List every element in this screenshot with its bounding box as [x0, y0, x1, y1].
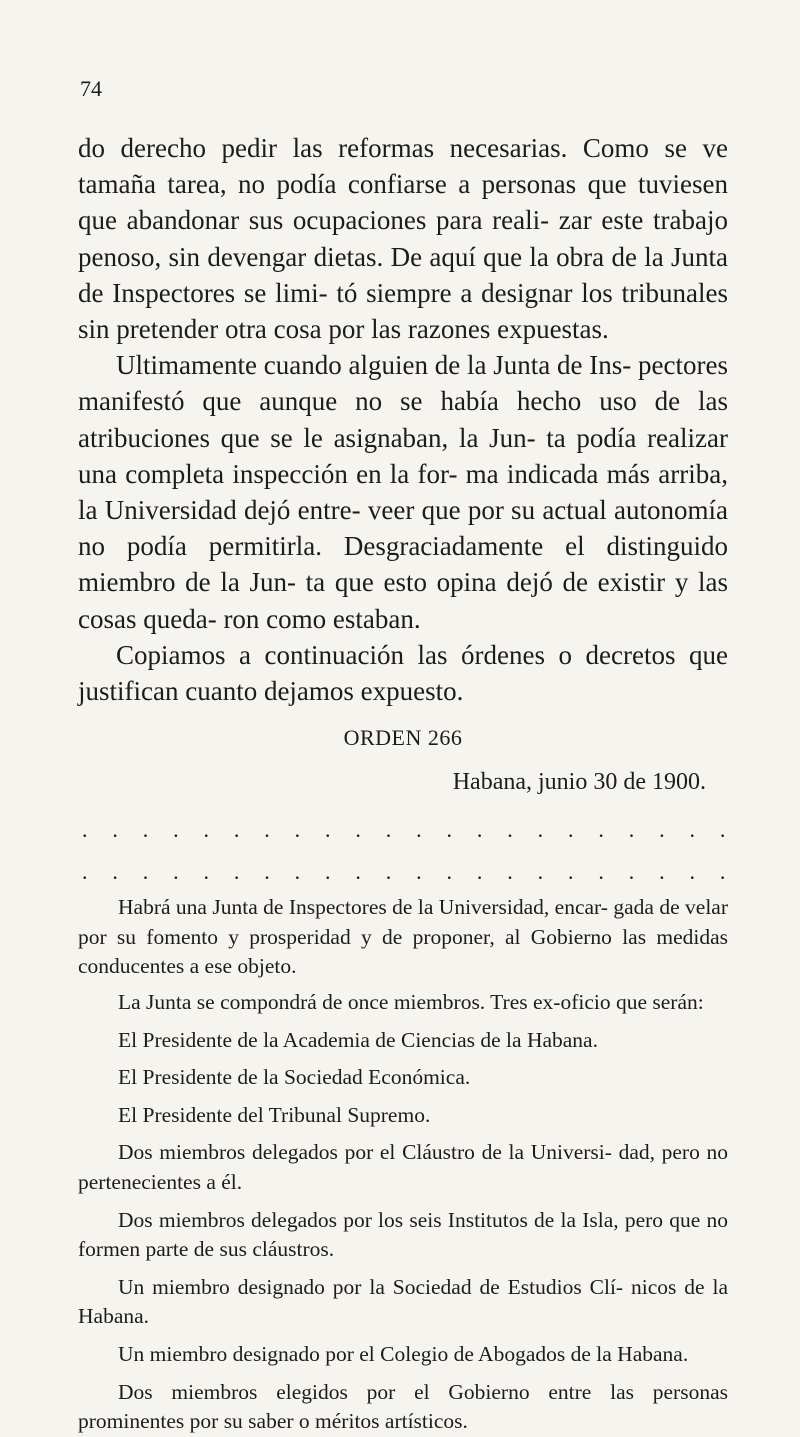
- dot: .: [537, 859, 544, 885]
- dot: .: [173, 817, 179, 843]
- dot: .: [385, 817, 392, 843]
- member-list-item: Un miembro designado por el Colegio de Abogados de la Habana.: [118, 1341, 689, 1366]
- dot: .: [689, 859, 695, 885]
- dot: .: [598, 817, 604, 843]
- dot: .: [689, 817, 695, 843]
- dot: .: [355, 859, 361, 885]
- member-list-item: El Presidente del Tribunal Supremo.: [118, 1102, 431, 1127]
- dot: .: [294, 817, 301, 843]
- dot: .: [142, 817, 149, 843]
- dot: .: [476, 859, 483, 885]
- paragraph-copy-orders: Copiamos a continuación las órdenes o decretos que justifican cuanto dejamos expuesto.: [78, 639, 728, 707]
- dot: .: [659, 859, 665, 885]
- dot: .: [507, 859, 513, 885]
- order-date: Habana, junio 30 de 1900.: [452, 769, 706, 796]
- order-heading: ORDEN 266: [343, 725, 463, 751]
- dot: .: [173, 859, 179, 885]
- dot: .: [719, 817, 726, 843]
- dot: .: [82, 859, 88, 885]
- member-list-item: El Presidente de la Sociedad Económica.: [118, 1065, 471, 1090]
- page-number: 74: [80, 76, 102, 101]
- dot: .: [355, 817, 361, 843]
- dot: .: [142, 859, 149, 885]
- page-body: [78, 130, 728, 1437]
- main-text: [78, 130, 728, 709]
- dot: .: [537, 817, 544, 843]
- paragraph-autonomy: Ultimamente cuando alguien de la Junta de Ins- pectores manifestó que aunque no se había hecho uso de las atribuciones que se le asignaban, la Jun- ta podía realizar una completa inspección en la for- ma indicada más arriba, la Universidad dejó entre- veer que por su actual autonomía no podía permitirla. Desgraciadamente el distinguido miembro de la Jun- ta que esto opina dejó de existir y las cosas queda- ron como estaban.: [78, 350, 728, 634]
- member-list-item: El Presidente de la Academia de Ciencias de la Habana.: [118, 1027, 598, 1052]
- member-list-item: Dos miembros delegados por los seis Institutos de la Isla, pero que no formen parte de sus cláustros.: [78, 1207, 728, 1262]
- dot: .: [628, 859, 635, 885]
- ellipsis-row: [78, 861, 728, 883]
- dot: .: [112, 817, 118, 843]
- dot: .: [568, 817, 574, 843]
- decree-text: [78, 893, 728, 1437]
- dot: .: [203, 859, 209, 885]
- dot: .: [233, 859, 240, 885]
- dot: .: [416, 817, 422, 843]
- dot: .: [233, 817, 240, 843]
- dot: .: [203, 817, 209, 843]
- dot: .: [568, 859, 574, 885]
- member-list-item: Dos miembros delegados por el Cláustro de la Universi- dad, pero no pertenecientes a él.: [78, 1140, 728, 1194]
- member-list-item: Un miembro designado por la Sociedad de Estudios Clí- nicos de la Habana.: [78, 1274, 728, 1329]
- dot: .: [628, 817, 635, 843]
- dot: .: [264, 817, 270, 843]
- dot: .: [719, 859, 726, 885]
- member-list-item: Dos miembros elegidos por el Gobierno entre las personas prominentes por su saber o méritos artísticos.: [78, 1379, 728, 1434]
- dot: .: [659, 817, 665, 843]
- dot: .: [325, 859, 331, 885]
- dot: .: [82, 817, 88, 843]
- dot: .: [507, 817, 513, 843]
- dot: .: [264, 859, 270, 885]
- dot: .: [325, 817, 331, 843]
- dot: .: [416, 859, 422, 885]
- dot: .: [294, 859, 301, 885]
- dot: .: [446, 817, 452, 843]
- ellipsis-row: [78, 819, 728, 841]
- paragraph-intro: do derecho pedir las reformas necesarias. Como se ve tamaña tarea, no podía confiarse a personas que tuviesen que abandonar sus ocupaciones para reali- zar este trabajo penoso, sin devengar dietas. De aquí que la obra de la Junta de Inspectores se limi- tó siempre a designar los tribunales sin pretender otra cosa por las razones expuestas.: [78, 133, 728, 345]
- dot: .: [112, 859, 118, 885]
- dot: .: [446, 859, 452, 885]
- decree-paragraph: Habrá una Junta de Inspectores de la Universidad, encar- gada de velar por su fomento y prosperidad y de proponer, al Gobierno las medidas conducentes a ese objeto.: [78, 895, 728, 979]
- dot: .: [598, 859, 604, 885]
- dot: .: [476, 817, 483, 843]
- dot: .: [385, 859, 392, 885]
- decree-paragraph: La Junta se compondrá de once miembros. Tres ex-oficio que serán:: [118, 990, 704, 1015]
